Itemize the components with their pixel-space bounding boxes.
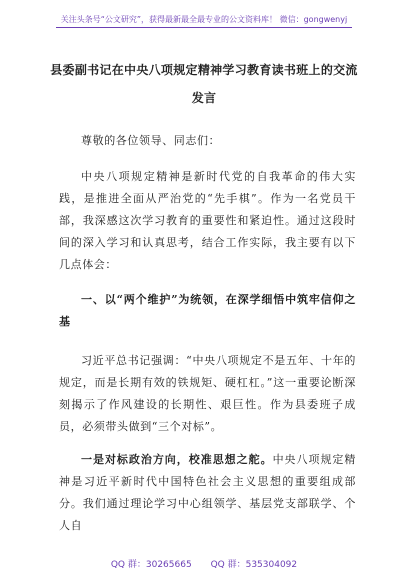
title-line-2: 发言 (191, 91, 217, 105)
document-title (40, 56, 368, 112)
title-line-1: 县委副书记在中央八项规定精神学习教育读书班上的交流 (50, 63, 358, 77)
paragraph-quote: 习近平总书记强调：“中央八项规定不是五年、十年的规定，而是长期有效的铁规矩、硬杠杠。”这一重要论断深刻揭示了作风建设的长期性、艰巨性。作为县委班子成员，必须带头做到“三个对标”。 (59, 354, 356, 433)
section-heading-1: 一、以“两个维护”为统领，在深学细悟中筑牢信仰之基 (59, 293, 356, 328)
point-one-body: 中央八项规定精神是习近平新时代中国特色社会主义思想的重要组成部分。我们通过理论学习中心组领学、基层党支部联学、个人自 (59, 453, 356, 532)
point-one-lead: 一是对标政治方向，校准思想之舵。 (81, 453, 273, 466)
footer-qq-group-1: QQ 群：30265665 (110, 560, 192, 570)
page-footer (0, 557, 408, 570)
paragraph-intro: 中央八项规定精神是新时代党的自我革命的伟大实践，是推进全面从严治党的“先手棋”。作为一名党员干部，我深感这次学习教育的重要性和紧迫性。通过这段时间的深入学习和认真思考，结合工作实际，我主要有以下几点体会： (59, 170, 356, 271)
paragraph-point-one (59, 449, 356, 537)
header-promo-text: 关注头条号“公文研究”，获得最新最全最专业的公文资料库！ 微信：gongwenyj (60, 15, 348, 24)
salutation: 尊敬的各位领导、同志们： (81, 134, 221, 147)
footer-qq-group-2: QQ 群：535304092 (210, 560, 298, 570)
header-divider (56, 27, 352, 28)
